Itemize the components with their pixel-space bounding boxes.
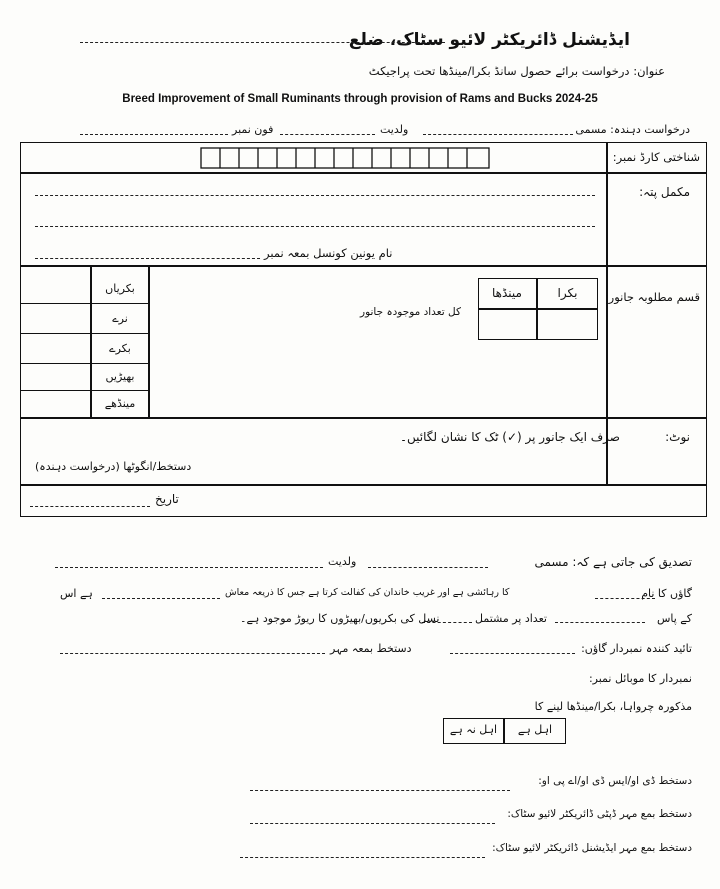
project-name: Breed Improvement of Small Ruminants through provision of Rams and Bucks 2024-25 (122, 93, 598, 105)
livelihood-blank[interactable] (102, 598, 220, 599)
verification-line-3-c: نسل کی بکریوں/بھیڑوں کا ریوڑ موجود ہے۔ (240, 612, 440, 625)
district-blank (80, 42, 445, 43)
father-label: ولدیت (380, 123, 409, 136)
address-label: مکمل پتہ: (639, 185, 690, 199)
ram-select-cell[interactable] (480, 310, 535, 338)
date-label: تاریخ (155, 492, 179, 506)
applicant-signature-label: دستخط/انگوٹھا (درخواست دہندہ) (35, 460, 192, 473)
applicant-name-blank[interactable] (423, 134, 573, 135)
phone-label: فون نمبر (232, 123, 274, 136)
verification-line-3-b: تعداد پر مشتمل (475, 612, 547, 625)
buck-column-label: بکرا (557, 286, 578, 300)
eligible-option[interactable]: اہل ہے (517, 723, 553, 736)
signature-additional-director: دستخط بمع مہر ایڈیشنل ڈائریکٹر لائیو سٹاک: (492, 842, 692, 854)
cnic-label: شناختی کارڈ نمبر: (612, 150, 700, 164)
eligibility-question: مذکورہ چرواہا، بکرا/مینڈھا لینے کا (534, 700, 692, 713)
note-label: نوٹ: (665, 430, 690, 444)
cnic-digit-grid[interactable] (200, 147, 490, 169)
not-eligible-option[interactable]: اہل نہ ہے (449, 723, 498, 736)
signature-additional-blank[interactable] (240, 857, 485, 858)
livestock-row-male-goats: نرے (112, 312, 128, 325)
verified-father-blank[interactable] (55, 567, 323, 568)
date-blank[interactable] (30, 506, 150, 507)
signature-do-blank[interactable] (250, 790, 510, 791)
phone-blank[interactable] (80, 134, 228, 135)
livestock-row-bucks: بکرے (109, 342, 131, 355)
buck-select-cell[interactable] (538, 310, 596, 338)
applicant-label: درخواست دہندہ: مسمی (575, 123, 690, 136)
livestock-row-rams: مینڈھے (104, 397, 136, 410)
verified-name-blank[interactable] (368, 567, 488, 568)
lambardar-mobile-label: نمبردار کا موبائل نمبر: (588, 672, 692, 685)
lambardar-name-blank[interactable] (450, 653, 575, 654)
herd-breed-blank[interactable] (555, 622, 645, 623)
father-name-blank[interactable] (280, 134, 375, 135)
signature-deputy-director: دستخط بمع مہر ڈپٹی ڈائریکٹر لائیو سٹاک: (507, 808, 692, 820)
verification-line-2-c: ہے اس (60, 587, 93, 600)
lambardar-signature-blank[interactable] (60, 653, 325, 654)
verification-line-2-b: کا رہائشی ہے اور غریب خاندان کی کفالت کرتا ہے جس کا ذریعہ معاش (225, 587, 510, 598)
livestock-row-sheep: بھیڑیں (105, 370, 135, 383)
verification-line-4-a: تائید کنندہ نمبردار گاؤں: (581, 642, 692, 655)
note-text: صرف ایک جانور پر (✓) ٹک کا نشان لگائیں۔ (400, 430, 620, 444)
animal-type-label: قسم مطلوبہ جانور: (604, 290, 700, 304)
uc-label: نام یونین کونسل بمعہ نمبر (264, 246, 393, 260)
signature-do-sdo-apo: دستخط ڈی او/ایس ڈی او/اے پی او: (538, 775, 692, 787)
ram-column-label: مینڈھا (492, 286, 522, 300)
cnic-boxes[interactable] (200, 147, 490, 169)
verification-line-4-b: دستخط بمعہ مہر (330, 642, 412, 655)
page-title: ایڈیشنل ڈائریکٹر لائیو سٹاک، ضلع (348, 30, 630, 50)
livestock-row-goats: بکریاں (105, 282, 135, 295)
village-blank[interactable] (595, 598, 655, 599)
uc-blank[interactable] (35, 258, 260, 259)
verification-line-2-a: گاؤں کا نام (641, 587, 692, 600)
verification-line-3-a: کے پاس (656, 612, 692, 625)
signature-deputy-blank[interactable] (250, 823, 495, 824)
address-line-2[interactable] (35, 226, 595, 227)
verification-line-1-b: ولدیت (328, 555, 357, 568)
verification-line-1-a: تصدیق کی جاتی ہے کہ: مسمی (534, 555, 692, 569)
address-line-1[interactable] (35, 195, 595, 196)
subject-line: عنوان: درخواست برائے حصول سانڈ بکرا/مینڈھا تحت پراجیکٹ (368, 64, 665, 78)
existing-animals-label: کل تعداد موجودہ جانور (360, 306, 461, 318)
